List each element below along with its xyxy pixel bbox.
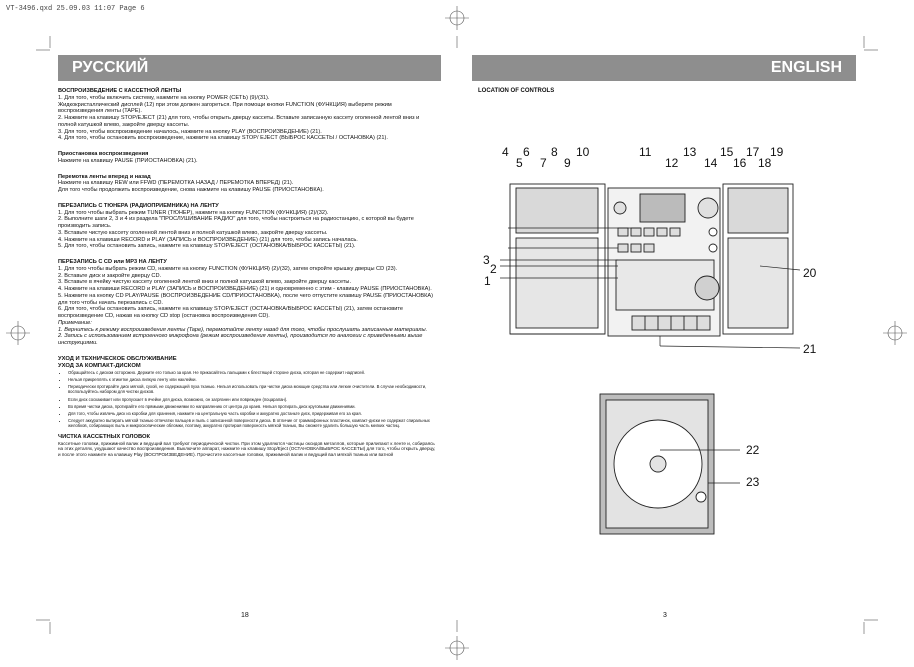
callout-21: 21 [803, 342, 817, 356]
section-title: ЧИСТКА КАССЕТНЫХ ГОЛОВОК [58, 433, 151, 440]
page-number-right: 3 [663, 612, 667, 619]
callout-15: 15 [720, 145, 734, 159]
list-item: • Если диск соскакивает или пропускает в ячейке для диска, возможно, он загрязнен или поврежден (поцарапан). [68, 397, 436, 402]
english-title-bar: ENGLISH [472, 55, 856, 81]
russian-title-bar: РУССКИЙ [58, 55, 441, 81]
paragraph: 3. Для того, чтобы воспроизведение началось, нажмите на кнопку PLAY (ВОСПРОИЗВЕДЕНИЕ) (21). [58, 128, 322, 135]
paragraph: 4. Нажмите на клавиши RECORD и PLAY (ЗАПИСЬ и ВОСПРОИЗВЕДЕНИЕ) (21) и одновременно с этим - клавишу PAUSE (ПРИОСТАНОВКА). [58, 286, 432, 292]
callout-19: 19 [770, 145, 784, 159]
callout-3: 3 [483, 253, 490, 267]
paragraph: 6. Для того, чтобы остановить запись, нажмите на клавишу STOP/EJECT (ОСТАНОВКА/ВЫБРОС КАССЕТЫ) (21), затем остановите воспроизведение CD, нажав на кнопку CD stop (остановка воспроизведения CD). [58, 306, 404, 319]
location-of-controls-title: LOCATION OF CONTROLS [478, 88, 555, 94]
list-item: • Во время чистки диска, протирайте его прямыми движениями по направлению от центра до краев. Нельзя протирать диск круговыми движениями. [68, 404, 436, 409]
paragraph: 5. Нажмите на кнопку CD PLAY/PAUSE (ВОСПРОИЗВЕДЕНИЕ CD/ПРИОСТАНОВКА), после чего отпустите клавишу PAUSE (ПРИОСТАНОВКА) для того чтобы начать перезапись с CD. [58, 292, 434, 306]
paragraph: Кассетные головки, прижимной валик и ведущий вал требуют периодической чистки. При этом удаляются частицы оксидов металлов, которые прилипают к ленте и, собираясь на этих деталях, ухудшают качество воспроизведения. Выключите аппарат, нажмите на клавишу Stop/Eject (ОСТАНОВКА/ВЫБРОС КАССЕТЫ) для того, чтобы открыть дверцу, и после этого нажмите на клавишу Play (ВОСПРОИЗВЕДЕНИЕ). Прочистите кассетные головки, прижимной валик и ведущий вал мягкой тканью или ватной [58, 440, 436, 458]
paragraph: 2. Нажмите на клавишу STOP/EJECT (21) для того, чтобы открыть дверцу кассеты. Вставьте записанную кассету оголенной лентой вниз и полной катушкой влево, закройте дверцу кассеты. [58, 115, 420, 128]
callout-4: 4 [502, 145, 509, 159]
paragraph: Жидкокристаллический дисплей (12) при этом должен загореться. При помощи кнопки FUNCTION (ФУНКЦИЯ) выберите режим воспроизведения ленты (TAPE). [58, 101, 392, 115]
callout-12: 12 [665, 156, 679, 170]
callout-5: 5 [516, 156, 523, 170]
callout-23: 23 [746, 475, 760, 489]
section-title: ВОСПРОИЗВЕДЕНИЕ С КАССЕТНОЙ ЛЕНТЫ [58, 88, 182, 94]
section-subtitle: УХОД ЗА КОМПАКТ-ДИСКОМ [58, 362, 141, 369]
stereo-system-illustration [500, 170, 800, 350]
callout-20: 20 [803, 266, 817, 280]
callout-13: 13 [683, 145, 697, 159]
list-item: • Нельзя прикреплять к этикетке диска липкую ленту или наклейки. [68, 377, 436, 382]
paragraph: 2. Выполните шаги 2, 3 и 4 из раздела "ПРОСЛУШИВАНИЕ РАДИО" для того, чтобы настроиться на радиостанцию, с которой вы будете производить запись. [58, 216, 414, 229]
callout-22: 22 [746, 443, 760, 457]
callout-6: 6 [523, 145, 530, 159]
callout-8: 8 [551, 145, 558, 159]
paragraph: 4. Для того, чтобы остановить воспроизведение, нажмите на клавишу STOP/ EJECT (ВЫБРОС КАССЕТЫ / ОСТАНОВКА) (21). [58, 135, 388, 142]
page-number-left: 18 [241, 612, 249, 619]
file-header: VT-3496.qxd 25.09.03 11:07 Page 6 [6, 5, 145, 13]
paragraph: Для того чтобы продолжить воспроизведение, снова нажмите на клавишу PAUSE (ПРИОСТАНОВКА). [58, 187, 324, 193]
note-label: Примечание: [58, 319, 92, 326]
callout-9: 9 [564, 156, 571, 170]
paragraph: 1. Для того, чтобы включить систему, нажмите на кнопку POWER (СЕТЬ) (9)/(31). [58, 94, 270, 101]
section-title: ПЕРЕЗАПИСЬ С ТЮНЕРА (РАДИОПРИЕМНИКА) НА ЛЕНТУ [58, 202, 219, 209]
callout-17: 17 [746, 145, 760, 159]
paragraph: 5. Для того, чтобы остановить запись, нажмите на клавишу STOP/EJECT (ОСТАНОВКА/ВЫБРОС КАССЕТЫ) (21). [58, 243, 356, 250]
paragraph: 3. Вставьте в ячейку чистую кассету оголенной лентой вниз и полной катушкой влево, закройте дверцу кассеты. [58, 279, 352, 286]
section-title: УХОД И ТЕХНИЧЕСКОЕ ОБСЛУЖИВАНИЕ [58, 355, 177, 362]
callout-11: 11 [639, 145, 652, 159]
note: 2. Запись с использованием встроенного микрофона (режим воспроизведения ленты), производится по аналогии с приведенными выше инструкциями. [58, 333, 423, 346]
russian-text-column [58, 88, 436, 458]
paragraph: 1. Для того чтобы выбрать режим CD, нажмите на кнопку FUNCTION (ФУНКЦИЯ) (2)/(32), затем откройте крышку дверцы CD (23). [58, 265, 398, 272]
cd-door-leader-lines [660, 447, 740, 487]
list-item: • Следует аккуратно вытирать мягкой тканью отпечатки пальцев и пыль с записанной поверхности диска. В отличие от граммофонных пластинок, компакт-диски не содержат спиральных желобков, собирающих пыль и микроскопические обломки, поэтому, аккуратно протирая поверхность мягкой тканью, Вы сможете удалить большую часть мелких частиц. [68, 418, 436, 428]
callout-7: 7 [540, 156, 547, 170]
section-title: Перемотка ленты вперед и назад [58, 173, 151, 180]
paragraph: Нажмите на клавишу PAUSE (ПРИОСТАНОВКА) (21). [58, 157, 198, 164]
paragraph: 2. Вставьте диск и закройте дверцу CD. [58, 272, 162, 279]
paragraph: Нажмите на клавишу REW или FFWD (ПЕРЕМОТКА НАЗАД / ПЕРЕМОТКА ВПЕРЕД) (21). [58, 180, 294, 187]
callout-18: 18 [758, 156, 772, 170]
paragraph: 1. Для того чтобы выбрать режим TUNER (ТЮНЕР), нажмите на кнопку FUNCTION (ФУНКЦИЯ) (2)/(32). [58, 209, 329, 216]
callout-10: 10 [576, 145, 590, 159]
callout-1: 1 [484, 274, 491, 288]
callout-14: 14 [704, 156, 718, 170]
paragraph: 3. Вставьте чистую кассету оголенной лентой вниз и полной катушкой влево, закройте дверцу кассеты. [58, 229, 328, 236]
list-item: • Периодически протирайте диск мягкой, сухой, не содержащей пуха тканью. Нельзя использовать при чистке диска моющие средства или легкие очистители. В случае необходимости, воспользуйтесь набором для чистки дисков. [68, 384, 436, 394]
note: 1. Вернитесь к режиму воспроизведения ленты (Tape), перемотайте ленту назад для того, чтобы прослушать записанные материалы. [58, 326, 428, 333]
list-item: • Для того, чтобы извлечь диск из коробки для хранения, нажмите на центральную часть коробки и аккуратно достаньте диск, придерживая его за края. [68, 411, 436, 416]
paragraph: 4. Нажмите на клавиши RECORD и PLAY (ЗАПИСЬ и ВОСПРОИЗВЕДЕНИЕ) (21) для того, чтобы запись началась. [58, 236, 358, 243]
care-bullet-list [58, 370, 436, 429]
callout-16: 16 [733, 156, 747, 170]
section-title: Приостановка воспроизведения [58, 151, 149, 157]
list-item: • Обращайтесь с диском осторожно. Держите его только за края. Не прикасайтесь пальцами к блестящей стороне диска, которая не содержит надписей. [68, 370, 436, 375]
section-title: ПЕРЕЗАПИСЬ С CD или MP3 НА ЛЕНТУ [58, 259, 167, 265]
callout-2: 2 [490, 262, 497, 276]
